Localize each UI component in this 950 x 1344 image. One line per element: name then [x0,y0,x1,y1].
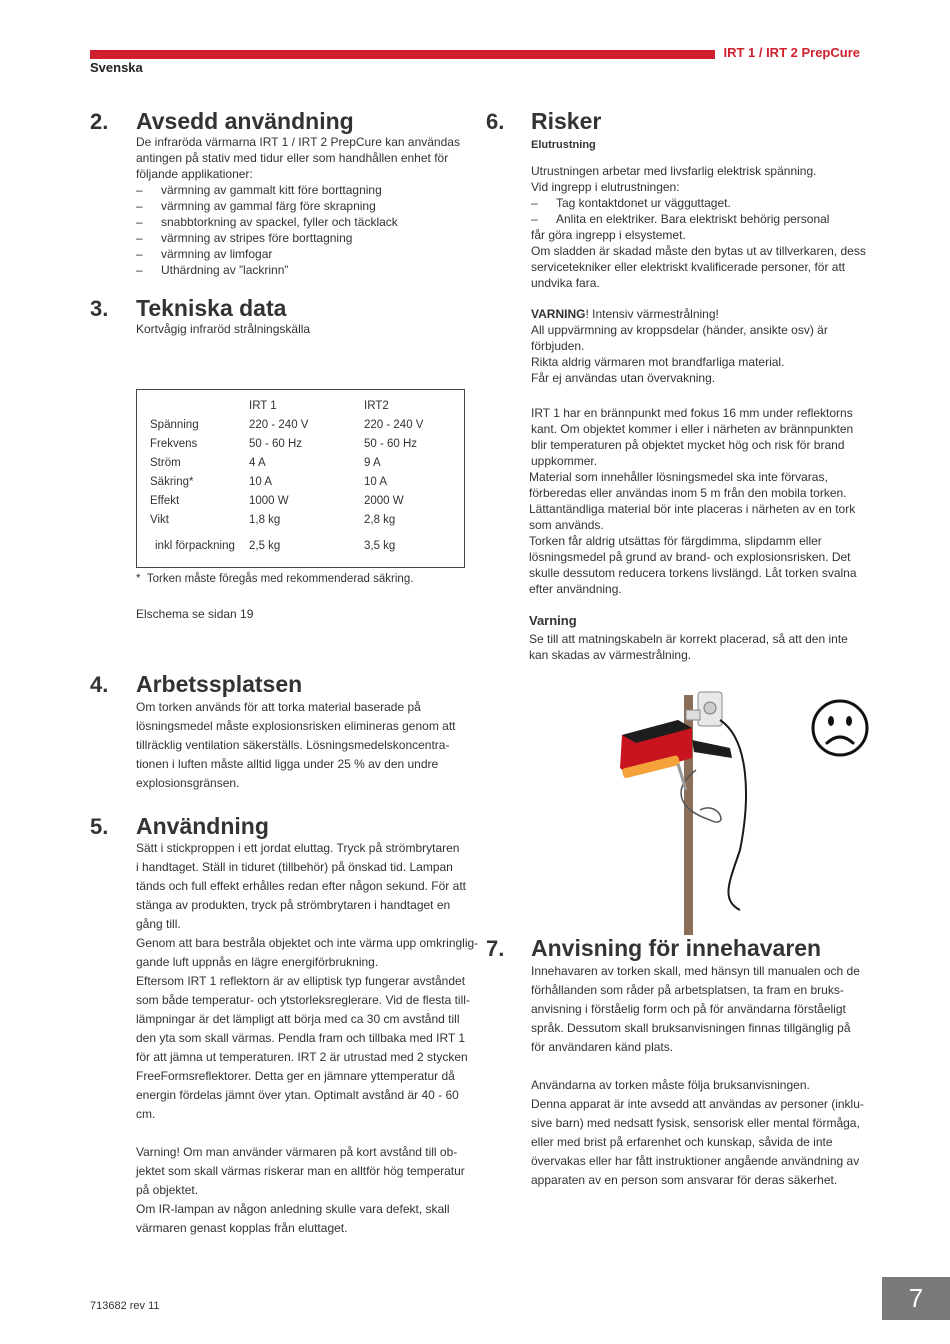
paragraph-line: Eftersom IRT 1 reflektorn är av elliptisk typ fungerar avståndet [136,974,466,988]
paragraph-line: efter användning. [529,582,622,596]
list-item: – Anlita en elektriker. Bara elektriskt behörig personal [531,211,866,227]
application-list [136,182,460,278]
list-item: – Uthärdning av ”lackrinn” [136,262,460,278]
section-6-title: Risker [531,108,602,134]
paragraph-line: Genom att bara bestråla objektet och inte värma upp omkringlig- [136,936,479,950]
product-title: IRT 1 / IRT 2 PrepCure [715,44,860,62]
paragraph-line: Se till att matningskabeln är korrekt placerad, så att den inte [529,632,848,646]
paragraph-line: explosionsgränsen. [136,776,240,790]
footnote-text: Torken måste föregås med rekommenderad säkring. [146,573,414,585]
list-item: – värmning av limfogar [136,246,460,262]
technical-data-table [136,389,465,568]
section-2-body [136,134,460,278]
section-7-title: Anvisning för innehavaren [531,935,822,961]
paragraph-line: Användarna av torken måste följa bruksanvisningen. [531,1078,810,1092]
paragraph-line: övervakas eller har fått instruktioner angående användning av [531,1154,860,1168]
section-2-title: Avsedd användning [136,108,354,134]
cell: 2,8 kg [364,514,396,526]
row-label: inkl förpackning [155,540,235,552]
sad-face-icon [810,698,870,758]
section-5-title: Användning [136,813,269,839]
paragraph-line: stänga av produkten, tryck på strömbrytaren i handtaget en [136,898,451,912]
socket-plug [686,710,700,720]
section-2-number: 2. [90,109,109,134]
paragraph-line: eller med brist på erfarenhet och kunskap, såvida de inte [531,1135,833,1149]
row-label: Ström [150,457,181,469]
paragraph-line: Torken får aldrig utsättas för färgdimma, slipdamm eller [529,534,822,548]
section-3-title: Tekniska data [136,295,287,321]
cell: 50 - 60 Hz [249,438,303,450]
paragraph-line: värmaren genast kopplas från eluttaget. [136,1221,348,1235]
paragraph-line: Innehavaren av torken skall, med hänsyn till manualen och de [531,964,860,978]
paragraph-line: Denna apparat är inte avsedd att användas av personer (inklu- [531,1097,864,1111]
cell: 10 A [364,476,388,488]
cell: 220 - 240 V [249,419,309,431]
paragraph-line: FreeFormsreflektorer. Detta ger en jämnare yttemperatur då [136,1069,455,1083]
paragraph-line: energin fördelas jämnt över ytan. Optimalt avstånd är 40 - 60 [136,1088,459,1102]
paragraph-line: tänds och full effekt erhålles redan efter någon sekund. För att [136,879,466,893]
paragraph-line: Material som innehåller lösningsmedel ska inte förvaras, [529,470,828,484]
cell: 1,8 kg [249,514,281,526]
list-item: – värmning av gammalt kitt före borttagning [136,182,460,198]
electrical-safety-text [531,163,866,291]
row-label: Spänning [150,419,199,431]
focus-risk-block [529,405,857,597]
paragraph-line: förberedas eller användas inom 5 m från den mobila torken. [529,486,847,500]
paragraph-line: gång till. [136,917,181,931]
warning-label: VARNING [531,307,586,321]
column-header: IRT2 [364,400,389,412]
cell: 3,5 kg [364,540,396,552]
row-label: Säkring* [150,476,194,488]
heat-warning-block [531,306,828,386]
paragraph-line: Rikta aldrig värmaren mot brandfarliga material. [531,355,785,369]
paragraph-line: kan skadas av värmestrålning. [529,648,692,662]
paragraph-line: apparaten av en person som ansvarar för deras säkerhet. [531,1173,838,1187]
section-4-body [136,698,456,793]
footnote-mark: * [136,573,141,585]
warning-text: ! Intensiv värmestrålning! [585,307,719,321]
cable-warning-title: Varning [529,613,577,628]
section-7-body [531,962,864,1190]
section-2-intro-line: antingen på stativ med tidur eller som handhållen enhet för [136,151,449,165]
cell: 4 A [249,457,266,469]
paragraph-line: lösningsmedel måste explosionsrisken elimineras genom att [136,719,456,733]
language-label: Svenska [90,60,143,75]
cell: 50 - 60 Hz [364,438,418,450]
paragraph-line: sive barn) med nedsatt fysisk, sensorisk eller mental förmåga, [531,1116,860,1130]
list-item: – värmning av stripes före borttagning [136,230,460,246]
paragraph-line: Sätt i stickproppen i ett jordat eluttag. Tryck på strömbrytaren [136,841,460,855]
document-id: 713682 rev 11 [90,1300,160,1312]
section-6-subheading: Elutrustning [531,139,596,151]
section-4-title: Arbetssplatsen [136,671,303,697]
heater-on-stand-illustration [600,680,770,935]
paragraph-line: för användaren känd plats. [531,1040,674,1054]
section-2-intro-line: De infraröda värmarna IRT 1 / IRT 2 PrepCure kan användas [136,135,460,149]
paragraph-line: uppkommer. [531,454,598,468]
section-3-number: 3. [90,296,109,321]
paragraph-spacer [136,1124,478,1143]
paragraph-line: Om IR-lampan av någon anledning skulle vara defekt, skall [136,1202,450,1216]
section-7-number: 7. [486,936,505,961]
column-header: IRT 1 [249,400,277,412]
cell: 2000 W [364,495,404,507]
paragraph-line: som används. [529,518,604,532]
cell: 10 A [249,476,273,488]
section-6-number: 6. [486,109,505,134]
paragraph-line: Varning! Om man använder värmaren på kort avstånd till ob- [136,1145,458,1159]
paragraph-line: gande luft uppnås en lägre energiförbrukning. [136,955,379,969]
list-item: – Tag kontaktdonet ur vägguttaget. [531,195,866,211]
section-4-number: 4. [90,672,109,697]
paragraph-line: anvisning i förståelig form och på för användarna förståeligt [531,1002,846,1016]
paragraph-line: för att jämna ut temperaturen. IRT 2 är utrustad med 2 stycken [136,1050,468,1064]
paragraph-line: Får ej användas utan övervakning. [531,371,716,385]
paragraph-line: blir temperaturen på objektet mycket hög och risk för brand [531,438,845,452]
paragraph-line: som både temperatur- och ytstorleksreglerare. Vid de flesta till- [136,993,470,1007]
cell: 1000 W [249,495,289,507]
warning-line [531,306,828,322]
paragraph-line: tionen i luften måste alltid ligga under 25 % av den undre [136,757,439,771]
heater-handle [692,740,732,758]
electrical-steps-list [531,195,866,227]
row-label: Effekt [150,495,180,507]
cable-warning-text [529,631,848,663]
timer-dial-icon [704,702,716,714]
cell: 2,5 kg [249,540,281,552]
paragraph-line: servicetekniker eller elektriskt kvalificerade personer, för att [531,260,846,274]
paragraph-line: lämpningar är det lämpligt att börja med ca 30 cm avstånd till [136,1012,460,1026]
paragraph-line: undvika fara. [531,276,600,290]
paragraph-line: cm. [136,1107,156,1121]
paragraph-line: Lättantändliga material bör inte placeras i närheten av en tork [529,502,856,516]
paragraph-line: tillräcklig ventilation säkerställs. Lösningsmedelskoncentra- [136,738,450,752]
cell: 220 - 240 V [364,419,424,431]
paragraph-line: får göra ingrepp i elsystemet. [531,228,686,242]
paragraph-line: skulle dessutom reducera torkens livslängd. Låt torken svalna [529,566,857,580]
footnote [136,571,413,587]
paragraph-line: IRT 1 har en brännpunkt med fokus 16 mm under reflektorns [531,406,853,420]
row-label: Frekvens [150,438,198,450]
schema-reference: Elschema se sidan 19 [136,607,254,621]
cell: 9 A [364,457,381,469]
list-item: – snabbtorkning av spackel, fyller och täcklack [136,214,460,230]
paragraph-line: Om sladden är skadad måste den bytas ut av tillverkaren, dess [531,244,866,258]
paragraph-line: kant. Om objektet kommer i eller i närheten av brännpunkten [531,422,854,436]
paragraph-line: förbjuden. [531,339,585,353]
row-label: Vikt [150,514,169,526]
paragraph-line: på objektet. [136,1183,199,1197]
paragraph-line: Utrustningen arbetar med livsfarlig elektrisk spänning. [531,164,817,178]
paragraph-line: All uppvärmning av kroppsdelar (händer, ansikte osv) är [531,323,828,337]
page-number: 7 [882,1277,950,1320]
paragraph-line: den yta som skall värmas. Pendla fram och tillbaka med IRT 1 [136,1031,466,1045]
section-5-body [136,839,478,1238]
paragraph-line: Vid ingrepp i elutrustningen: [531,180,680,194]
paragraph-line: i handtaget. Ställ in tiduret (tillbehör) på önskad tid. Lampan [136,860,453,874]
section-5-number: 5. [90,814,109,839]
paragraph-line: språk. Dessutom skall bruksanvisningen finnas tillgänglig på [531,1021,851,1035]
section-2-intro-line: följande applikationer: [136,167,253,181]
section-3-subtitle: Kortvågig infraröd strålningskälla [136,322,311,336]
paragraph-line: lösningsmedel på grund av brand- och explosionsrisken. Det [529,550,851,564]
list-item: – värmning av gammal färg före skrapning [136,198,460,214]
paragraph-spacer [531,1057,864,1076]
paragraph-line: förhållanden som råder på arbetsplatsen, ta fram en bruks- [531,983,844,997]
paragraph-line: Om torken används för att torka material baserade på [136,700,421,714]
paragraph-line: jektet som skall värmas riskerar man en alltför hög temperatur [136,1164,465,1178]
